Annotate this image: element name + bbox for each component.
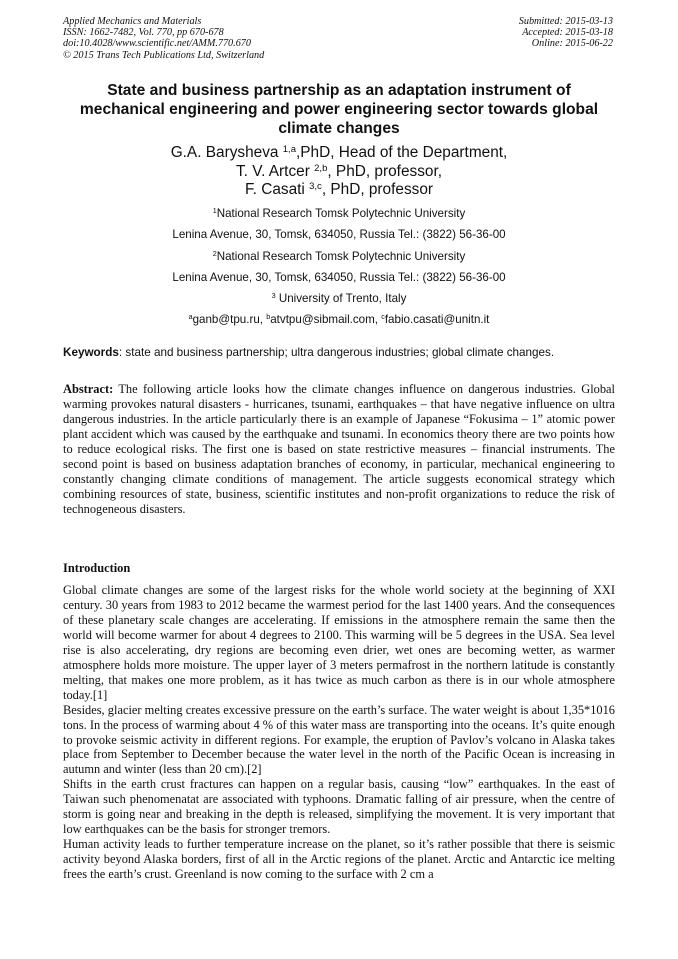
- author-line: [63, 181, 615, 200]
- author-role: ,PhD, Head of the Department,: [296, 144, 508, 161]
- affiliation-line: [63, 224, 615, 245]
- body-paragraph: Besides, glacier melting creates excessive pressure on the earth’s surface. The water weight is about 1,35*1016 tons. In the process of warming about 4 % of this water mass are transporting into the oceans. It’s quite enough to provoke seismic activity in different regions. For example, the eruption of Pavlov’s volcano in Alaska takes place from September to December because the water level in the north of the Pacific Ocean is increasing in autumn and winter (less than 20 cm).[2]: [63, 702, 615, 777]
- journal-doi: doi:10.4028/www.scientific.net/AMM.770.670: [63, 38, 251, 50]
- author-superscript: 1,a: [282, 143, 296, 155]
- email-link[interactable]: fabio.casati@unitn.it: [384, 313, 490, 327]
- keywords-label: Keywords: [63, 346, 119, 359]
- journal-issn: ISSN: 1662-7482, Vol. 770, pp 670-678: [63, 27, 224, 39]
- author-name: F. Casati: [244, 181, 305, 198]
- affiliation-line: [63, 246, 615, 267]
- body-paragraph: Shifts in the earth crust fractures can happen on a regular basis, causing “low” earthquakes. In the east of Taiwan such phenomenatat are associated with typhoons. Dramatic falling of air pressure, when the centre of storm is going near and breaking in the depth is released, simplifying the movement. It is very important that low earthquakes can be the basis for stronger tremors.: [63, 777, 615, 837]
- journal-info: [63, 16, 264, 61]
- author-line: [63, 144, 615, 163]
- abstract-label: Abstract:: [63, 382, 114, 396]
- body-paragraph: Human activity leads to further temperature increase on the planet, so it’s rather possible that there is seismic activity beyond Alaska borders, first of all in the Arctic regions of the planet. Arctic and Antarctic ice melting frees the earth’s crust. Greenland is now coming to the surface with 2 cm a: [63, 837, 615, 882]
- email-superscript: a: [188, 312, 193, 322]
- submitted-date: Submitted: 2015-03-13: [518, 16, 613, 27]
- affiliation-list: [63, 203, 615, 331]
- abstract-text: The following article looks how the climate changes influence on dangerous industries. Global warming provokes natural disasters - hurricanes, tsunami, earthquakes – that have negative influence on ultra dangerous industries. In the article particularly there is an example of Japanese “Fokusima – 1” atomic power plant accident which was caused by the earthquake and tsunami. In economics theory there are two points how to reduce ecological risks. The first one is based on state restrictive measures – financial instruments. The second point is based on business adaptation branches of economy, in particular, mechanical engineering to constantly changing climate conditions of management. The article suggests economical strategy which combining resources of state, business, scientific institutes and non-profit organizations to reduce the risk of technogeneous disasters.: [63, 382, 615, 516]
- introduction-heading: Introduction: [63, 561, 131, 575]
- affiliation-line: [63, 288, 615, 309]
- email-line: [63, 309, 615, 330]
- author-name: G.A. Barysheva: [170, 144, 279, 161]
- affiliation-text: National Research Tomsk Polytechnic University: [216, 207, 466, 220]
- author-superscript: 2,b: [314, 162, 328, 174]
- accepted-date: Accepted: 2015-03-18: [522, 27, 613, 39]
- author-list: [63, 144, 615, 200]
- author-role: , PhD, professor: [321, 181, 434, 198]
- journal-name: Applied Mechanics and Materials: [63, 16, 202, 27]
- affiliation-line: [63, 267, 615, 288]
- introduction-body: [63, 583, 615, 882]
- email-superscript: c: [381, 312, 385, 322]
- author-superscript: 3,c: [309, 180, 322, 192]
- paper-title: State and business partnership as an adaptation instrument of mechanical engineering and power engineering sector towards global climate changes: [79, 82, 599, 137]
- body-paragraph: Global climate changes are some of the largest risks for the whole world society at the beginning of XXI century. 30 years from 1983 to 2012 became the warmest period for the last 1400 years. And the consequences of these planetary scale changes are accelerating. If emissions in the atmosphere remain the same then the world will become warmer for about 4 degrees to 2100. This warming will be 5 degrees in the USA. Sea level rise is also accelerating, dry regions are becoming even drier, wet ones are becoming wetter, as warmer atmosphere holds more moisture. The upper layer of 3 meters permafrost in the northern latitude is constantly melting, that makes one more problem, as it has twice as much carbon as there is in our whole atmosphere today.[1]: [63, 583, 615, 702]
- email-superscript: b: [266, 312, 271, 322]
- email-link[interactable]: atvtpu@sibmail.com,: [270, 313, 382, 327]
- author-name: T. V. Artcer: [235, 162, 310, 180]
- affiliation-superscript: 1: [212, 206, 217, 216]
- affiliation-superscript: 2: [212, 248, 217, 258]
- abstract-section: [63, 382, 615, 517]
- author-line: [63, 163, 615, 182]
- affiliation-text: Lenina Avenue, 30, Tomsk, 634050, Russia Tel.: (3822) 56-36-00: [172, 228, 506, 242]
- submission-dates: [519, 16, 613, 50]
- online-date: Online: 2015-06-22: [531, 38, 613, 50]
- keywords-text: : state and business partnership; ultra dangerous industries; global climate changes.: [118, 346, 555, 359]
- email-link[interactable]: ganb@tpu.ru,: [192, 313, 267, 327]
- affiliation-text: Lenina Avenue, 30, Tomsk, 634050, Russia Tel.: (3822) 56-36-00: [172, 270, 506, 284]
- affiliation-text: National Research Tomsk Polytechnic University: [216, 249, 466, 263]
- author-role: , PhD, professor,: [327, 162, 443, 180]
- affiliation-line: [63, 203, 615, 224]
- affiliation-text: University of Trento, Italy: [275, 292, 407, 306]
- affiliation-superscript: 3: [271, 291, 276, 301]
- journal-copyright: © 2015 Trans Tech Publications Ltd, Switzerland: [63, 49, 265, 61]
- keywords-section: [63, 346, 615, 360]
